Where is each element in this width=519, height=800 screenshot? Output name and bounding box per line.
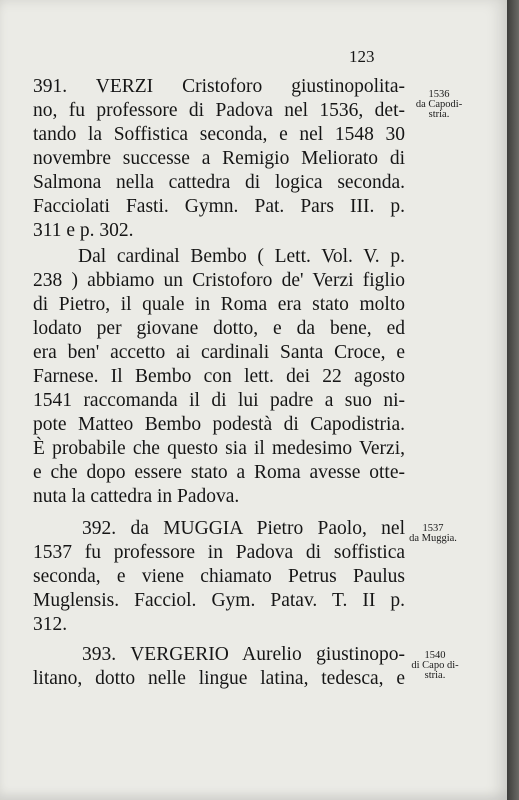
text-line: pote Matteo Bembo podestà di Capodistria. <box>33 414 405 435</box>
margin-note-year: 1537 <box>422 523 444 534</box>
page-number: 123 <box>349 47 375 66</box>
margin-note-prefix: di <box>411 660 420 671</box>
margin-note-place: stria. <box>428 109 450 120</box>
text-line: 1541 raccomanda il di lui padre a suo ni- <box>33 390 405 411</box>
text-line: lodato per giovane dotto, e da bene, ed <box>33 318 405 339</box>
text-line: era ben' accetto ai cardinali Santa Croce, e <box>33 342 405 363</box>
text-line: 311 e p. 302. <box>33 220 134 241</box>
margin-note-prefix: da <box>409 533 419 544</box>
text-line: di Pietro, il quale in Roma era stato molto <box>33 294 405 315</box>
book-gutter <box>507 0 519 800</box>
text-line: Salmona nella cattedra di logica seconda. <box>33 172 405 193</box>
text-line: 392. da MUGGIA Pietro Paolo, nel <box>82 518 405 539</box>
text-line: 393. VERGERIO Aurelio giustinopo- <box>82 644 405 665</box>
text-line: 312. <box>33 614 68 635</box>
text-line: e che dopo essere stato a Roma avesse otte- <box>33 462 405 483</box>
margin-note-place: Capo di- <box>422 660 459 671</box>
margin-note-place: stria. <box>424 670 446 681</box>
margin-note-prefix: da <box>415 99 426 110</box>
margin-note <box>402 524 464 544</box>
text-line: litano, dotto nelle lingue latina, tedesca, e <box>33 668 405 689</box>
text-line: seconda, e viene chiamato Petrus Paulus <box>33 566 405 587</box>
margin-note-place: Capodi- <box>428 99 463 110</box>
margin-note <box>408 90 470 120</box>
text-line: È probabile che questo sia il medesimo Verzi, <box>33 438 405 459</box>
margin-note-place: Muggia. <box>421 533 457 544</box>
text-line: nuta la cattedra in Padova. <box>33 486 240 507</box>
text-line: Muglensis. Facciol. Gym. Patav. T. II p. <box>33 590 405 611</box>
text-line: 1537 fu professore in Padova di soffistica <box>33 542 405 563</box>
text-line: tando la Soffistica seconda, e nel 1548 30 <box>33 124 405 145</box>
margin-note <box>404 651 466 681</box>
text-line: Facciolati Fasti. Gymn. Pat. Pars III. p. <box>33 196 405 217</box>
text-line: no, fu professore di Padova nel 1536, det- <box>33 100 405 121</box>
text-line: novembre successe a Remigio Meliorato di <box>33 148 405 169</box>
margin-note-year: 1536 <box>428 89 450 100</box>
text-line: 391. VERZI Cristoforo giustinopolita- <box>33 76 405 97</box>
text-line: Farnese. Il Bembo con lett. dei 22 agosto <box>33 366 405 387</box>
text-line: 238 ) abbiamo un Cristoforo de' Verzi figlio <box>33 270 405 291</box>
text-line: Dal cardinal Bembo ( Lett. Vol. V. p. <box>78 246 405 267</box>
margin-note-year: 1540 <box>424 650 446 661</box>
